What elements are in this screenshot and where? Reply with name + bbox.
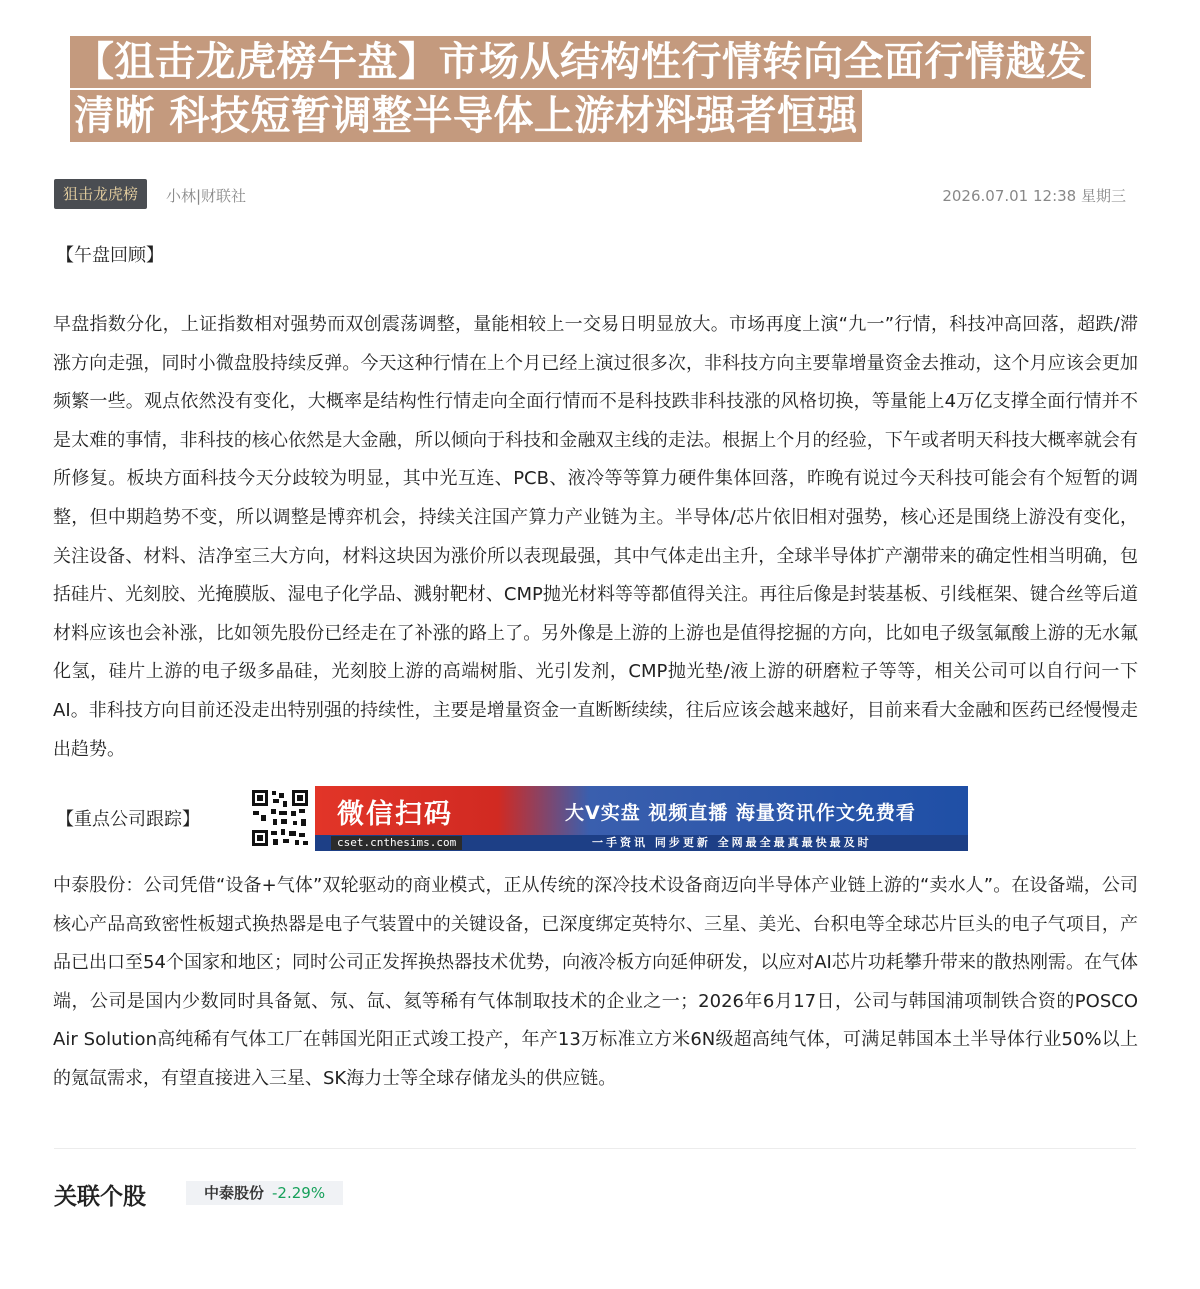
review-paragraph: 早盘指数分化，上证指数相对强势而双创震荡调整，量能相较上一交易日明显放大。市场再度上演“九一”行情，科技冲高回落，超跌/滞涨方向走强，同时小微盘股持续反弹。今天这种行情在上个月已经上演过很多次，非科技方向主要靠增量资金去推动，这个月应该会更加频繁一些。观点依然没有变化，大概率是结构性行情走向全面行情而不是科技跌非科技涨的风格切换，等量能上4万亿支撑全面行情并不是太难的事情，非科技的核心依然是大金融，所以倾向于科技和金融双主线的走法。根据上个月的经验，下午或者明天科技大概率就会有所修复。板块方面科技今天分歧较为明显，其中光互连、PCB、液冷等等算力硬件集体回落，昨晚有说过今天科技可能会有个短暂的调整，但中期趋势不变，所以调整是博弈机会，持续关注国产算力产业链为主。半导体/芯片依旧相对强势，核心还是围绕上游没有变化，关注设备、材料、洁净室三大方向，材料这块因为涨价所以表现最强，其中气体走出主升，全球半导体扩产潮带来的确定性相当明确，包括硅片、光刻胶、光掩膜版、湿电子化学品、溅射靶材、CMP抛光材料等等都值得关注。再往后像是封装基板、引线框架、键合丝等后道材料应该也会补涨，比如领先股份已经走在了补涨的路上了。另外像是上游的上游也是值得挖掘的方向，比如电子级氢氟酸上游的无水氟化氢，硅片上游的电子级多晶硅，光刻胶上游的高端树脂、光引发剂，CMP抛光垫/液上游的研磨粒子等等，相关公司可以自行问一下AI。非科技方向目前还没走出特别强的持续性，主要是增量资金一直断断续续，往后应该会越来越好，目前来看大金融和医药已经慢慢走出趋势。 bbox=[53, 314, 1138, 760]
banner-url: cset.cnthesims.com bbox=[331, 836, 462, 850]
banner-subline: 一手资讯 同步更新 全网最全最真最快最及时 bbox=[592, 836, 872, 849]
section-label-companies: 【重点公司跟踪】 bbox=[56, 809, 200, 830]
article-meta bbox=[54, 179, 1136, 209]
related-stock-chip[interactable] bbox=[186, 1181, 343, 1205]
title-line-1: 【狙击龙虎榜午盘】市场从结构性行情转向全面行情越发 bbox=[70, 36, 1091, 88]
title-line-2: 清晰 科技短暂调整半导体上游材料强者恒强 bbox=[70, 90, 862, 142]
wechat-ad-banner[interactable] bbox=[247, 786, 968, 851]
wechat-scan-label: 微信扫码 bbox=[337, 799, 453, 830]
stock-name: 中泰股份 bbox=[204, 1184, 265, 1202]
related-stocks-title: 关联个股 bbox=[54, 1184, 146, 1210]
article-title bbox=[70, 36, 1130, 144]
section-label-review: 【午盘回顾】 bbox=[56, 245, 164, 266]
company-paragraph: 中泰股份：公司凭借“设备+气体”双轮驱动的商业模式，正从传统的深冷技术设备商迈向半导体产业链上游的“卖水人”。在设备端，公司核心产品高致密性板翅式换热器是电子气装置中的关键设备，已深度绑定英特尔、三星、美光、台积电等全球芯片巨头的电子气项目，产品已出口至54个国家和地区；同时公司正发挥换热器技术优势，向液冷板方向延伸研发，以应对AI芯片功耗攀升带来的散热刚需。在气体端，公司是国内少数同时具备氪、氖、氙、氦等稀有气体制取技术的企业之一；2026年6月17日，公司与韩国浦项制铁合资的POSCO Air Solution高纯稀有气体工厂在韩国光阳正式竣工投产，年产13万标准立方米6N级超高纯气体，可满足韩国本土半导体行业50%以上的氪氙需求，有望直接进入三星、SK海力士等全球存储龙头的供应链。 bbox=[53, 875, 1138, 1089]
banner-slogan: 大V实盘 视频直播 海量资讯作文免费看 bbox=[565, 802, 916, 824]
qr-code-icon bbox=[249, 787, 311, 849]
section-divider bbox=[54, 1148, 1136, 1149]
author-source: 小林|财联社 bbox=[166, 187, 247, 205]
publish-date: 2026.07.01 12:38 星期三 bbox=[942, 187, 1126, 205]
column-tag[interactable]: 狙击龙虎榜 bbox=[54, 179, 147, 209]
stock-change: -2.29% bbox=[272, 1184, 326, 1202]
